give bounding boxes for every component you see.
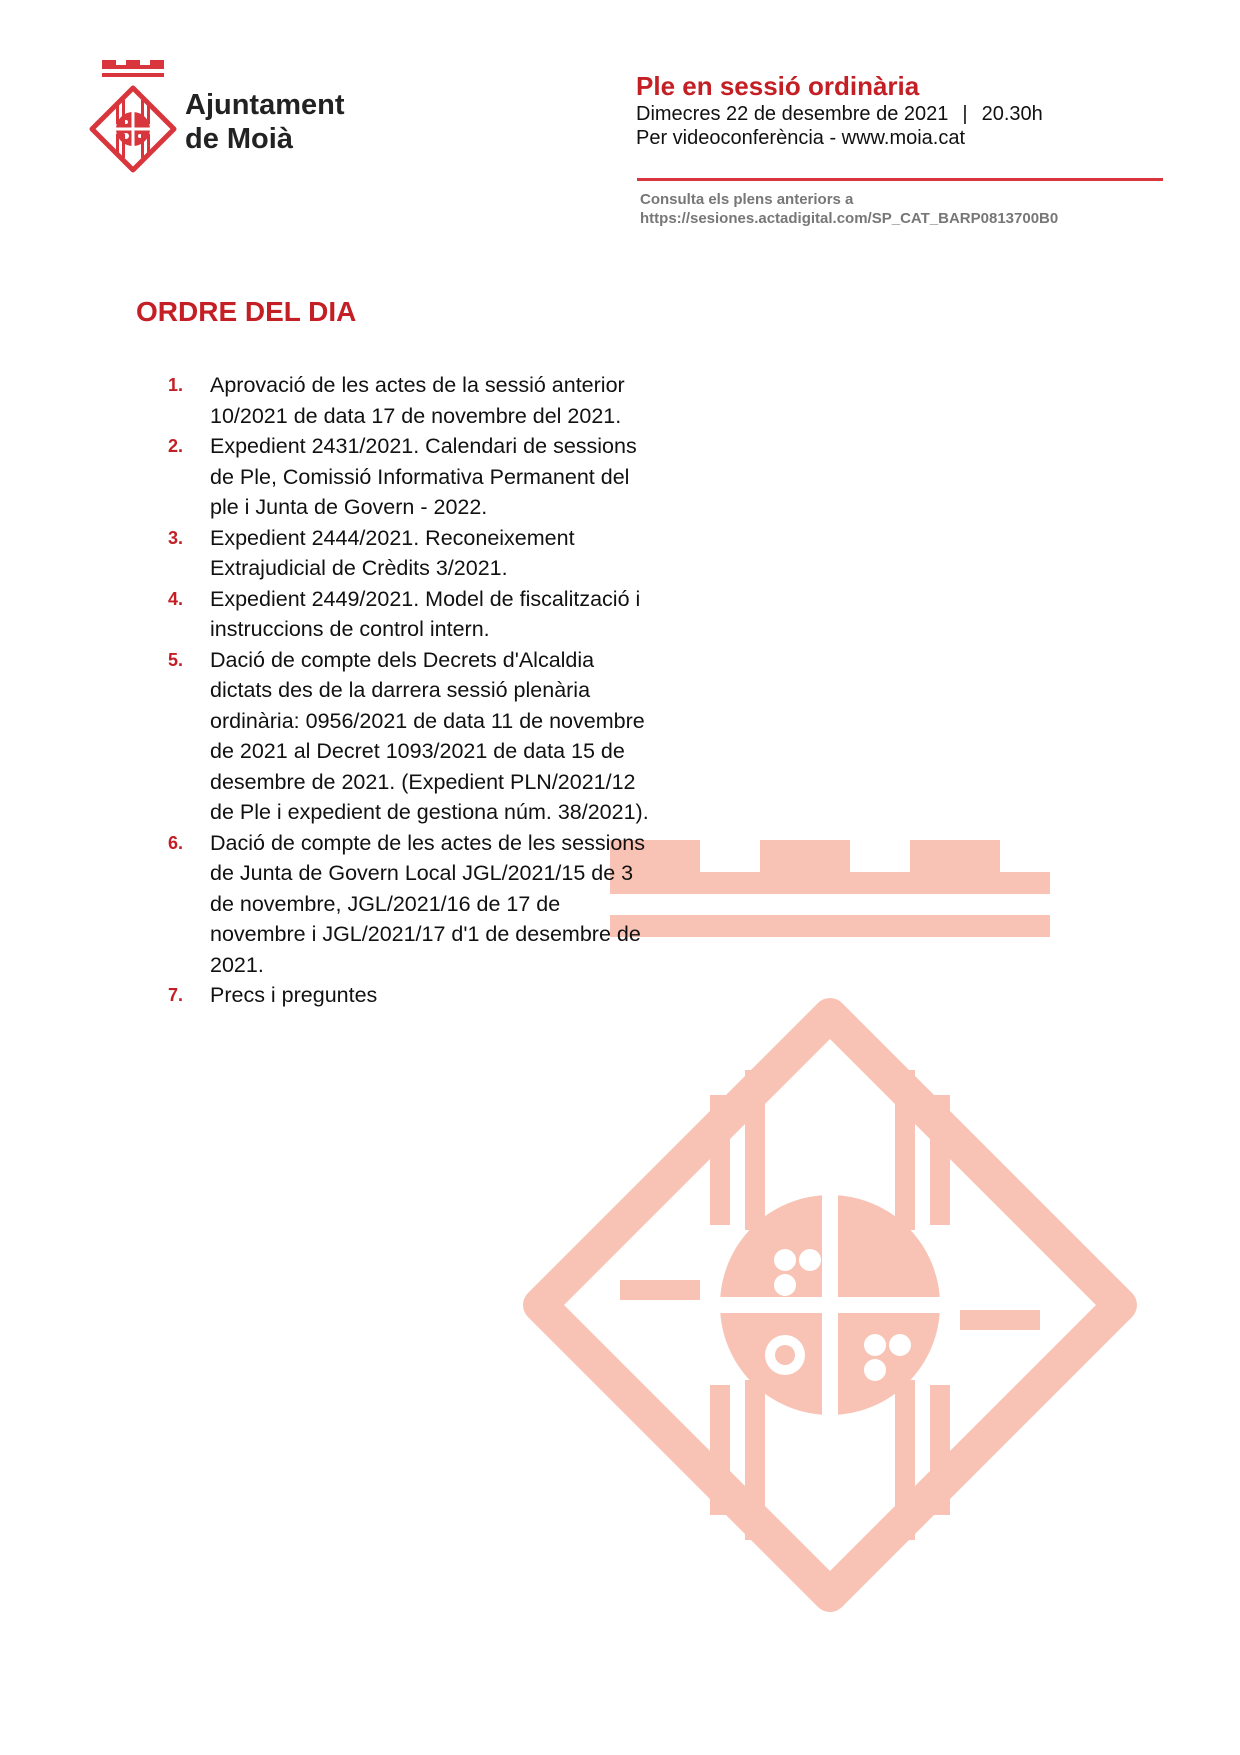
agenda-item: [168, 431, 658, 523]
consult-label: Consulta els plens anteriors a: [640, 191, 854, 208]
session-date-time: [636, 102, 1043, 126]
agenda-item: [168, 980, 658, 1011]
agenda-item-text: Aprovació de les actes de la sessió anterior 10/2021 de data 17 de novembre del 2021.: [210, 373, 625, 428]
session-separator: |: [962, 103, 968, 125]
agenda-list: [168, 370, 658, 1011]
consult-url[interactable]: https://sesiones.actadigital.com/SP_CAT_BARP0813700B0: [640, 210, 1059, 227]
agenda-item-number: 2.: [168, 436, 184, 456]
organization-name: [185, 88, 345, 156]
organization-line-1: Ajuntament: [185, 89, 345, 121]
organization-line-2: de Moià: [185, 123, 293, 155]
agenda-item-number: 4.: [168, 588, 184, 609]
agenda-item: [168, 828, 658, 981]
agenda-item-number: 3.: [168, 527, 184, 548]
agenda-item: [168, 370, 658, 431]
agenda-item-text: Expedient 2431/2021. Calendari de sessions de Ple, Comissió Informativa Permanent del ple i Junta de Govern - 2022.: [210, 434, 637, 519]
session-location: Per videoconferència - www.moia.cat: [636, 127, 966, 149]
agenda-item-number: 7.: [168, 985, 184, 1005]
agenda-item: [168, 645, 658, 828]
agenda-item-text: Expedient 2449/2021. Model de fiscalització i instruccions de control intern.: [210, 586, 641, 641]
session-time: 20.30h: [981, 103, 1043, 125]
previous-sessions-note: [640, 190, 1058, 228]
session-title: Ple en sessió ordinària: [636, 71, 920, 101]
agenda-item-text: Expedient 2444/2021. Reconeixement Extrajudicial de Crèdits 3/2021.: [210, 525, 575, 580]
agenda-item: [168, 523, 658, 584]
agenda-item-number: 1.: [168, 375, 184, 395]
session-date: Dimecres 22 de desembre de 2021: [636, 103, 949, 125]
agenda-item-number: 5.: [168, 649, 184, 670]
agenda-item-number: 6.: [168, 832, 184, 853]
session-info: [636, 70, 1043, 150]
moia-coat-of-arms-icon: [82, 60, 192, 178]
header-divider: [637, 178, 1163, 181]
agenda-item-text: Dació de compte de les actes de les sessions de Junta de Govern Local JGL/2021/15 de 3 de novembre, JGL/2021/16 de 17 de novembre i JGL/2021/17 d'1 de desembre de 2021.: [210, 830, 646, 977]
agenda-item-text: Precs i preguntes: [210, 983, 378, 1007]
agenda-item: [168, 584, 658, 645]
document-title: ORDRE DEL DIA: [136, 296, 357, 327]
agenda-item-text: Dació de compte dels Decrets d'Alcaldia dictats des de la darrera sessió plenària ordinària: 0956/2021 de data 11 de novembre de 2021 al Decret 1093/2021 de data 15 de desembre de 2021. (Expedient PLN/2021/12 de Ple i expedient de gestiona núm. 38/2021).: [210, 647, 649, 824]
